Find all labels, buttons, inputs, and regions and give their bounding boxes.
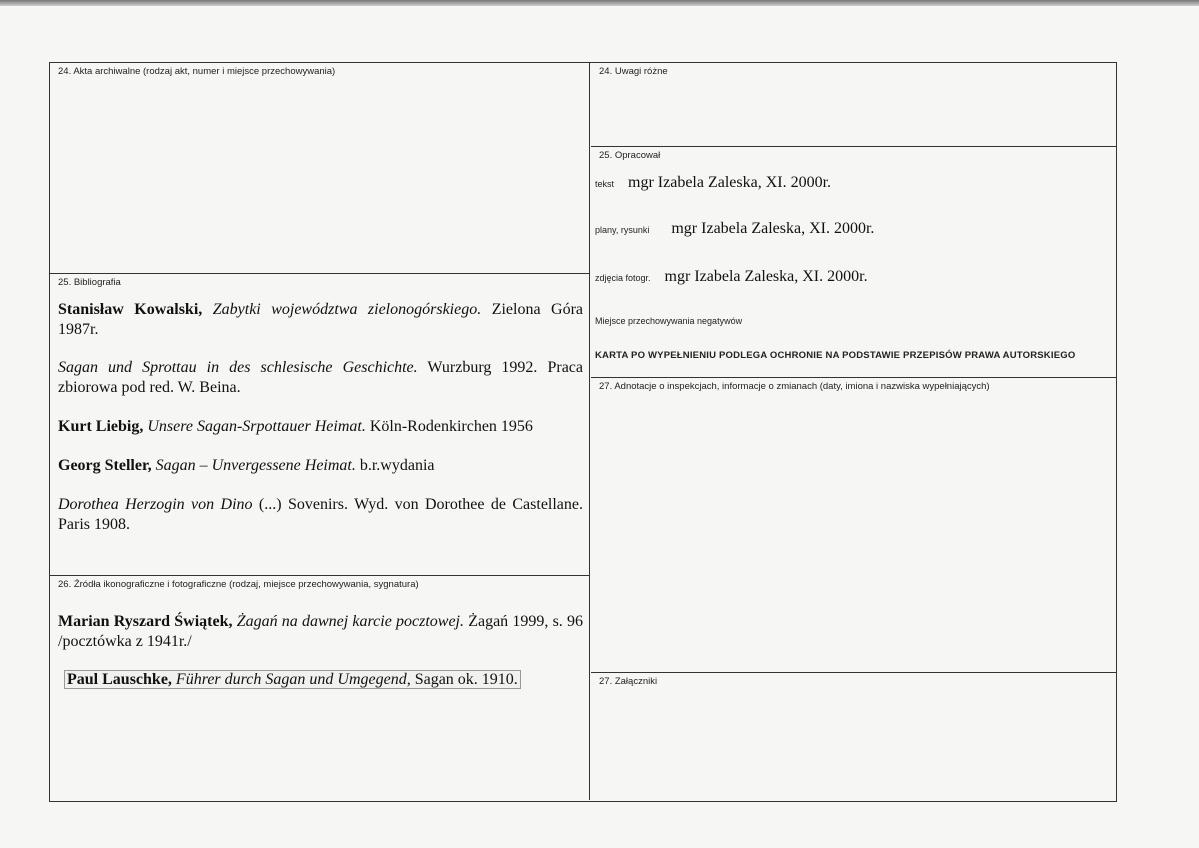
- section-header: 27. Adnotacje o inspekcjach, informacje o zmianach (daty, imiona i nazwiska wypełniających): [599, 381, 990, 392]
- negatives-location-row: Miejsce przechowywania negatywów: [595, 316, 743, 326]
- source-entry: [64, 670, 521, 690]
- section-adnotacje: [591, 378, 1116, 673]
- section-bibliografia: [50, 274, 590, 576]
- bibliography-entry: Kurt Liebig, Unsere Sagan-Srpottauer Heimat. Köln-Rodenkirchen 1956: [58, 418, 533, 435]
- section-header: 26. Źródła ikonograficzne i fotograficzne (rodzaj, miejsce przechowywania, sygnatura): [58, 579, 419, 590]
- author-text-row: tekst mgr Izabela Zaleska, XI. 2000r.: [595, 174, 832, 191]
- source-entry: Marian Ryszard Świątek, Żagań na dawnej karcie pocztowej. Żagań 1999, s. 96 /pocztówka z 1941r./: [58, 613, 584, 650]
- section-uwagi-rozne: [591, 63, 1116, 147]
- author-photos-row: zdjęcia fotogr. mgr Izabela Zaleska, XI. 2000r.: [595, 268, 868, 285]
- bibliography-entry: Sagan und Sprottau in des schlesische Geschichte. Wurzburg 1992. Praca zbiorowa pod red. W. Beina.: [58, 359, 584, 396]
- bibliography-entry: Stanisław Kowalski, Zabytki województwa zielonogórskiego. Zielona Góra 1987r.: [58, 301, 584, 338]
- section-akta-archiwalne: [50, 63, 590, 274]
- section-opracowal: [591, 147, 1116, 378]
- section-zalaczniki: [591, 673, 1116, 800]
- copyright-warning: KARTA PO WYPEŁNIENIU PODLEGA OCHRONIE NA PODSTAWIE PRZEPISÓW PRAWA AUTORSKIEGO: [595, 350, 1076, 361]
- section-header: 25. Opracował: [599, 150, 661, 161]
- author-plans-row: plany, rysunki mgr Izabela Zaleska, XI. 2000r.: [595, 220, 875, 237]
- section-header: 25. Bibliografia: [58, 277, 121, 288]
- form-grid: [49, 62, 1117, 802]
- bibliography-entry: Dorothea Herzogin von Dino (...) Sovenirs. Wyd. von Dorothee de Castellane. Paris 1908.: [58, 496, 584, 533]
- section-header: 24. Uwagi różne: [599, 66, 668, 77]
- section-zrodla-ikonograficzne: [50, 576, 590, 800]
- section-header: 27. Załączniki: [599, 676, 658, 687]
- section-header: 24. Akta archiwalne (rodzaj akt, numer i miejsce przechowywania): [58, 66, 336, 77]
- scan-edge: [0, 0, 1199, 6]
- pasted-label: Paul Lauschke, Führer durch Sagan und Umgegend, Sagan ok. 1910.: [64, 670, 521, 689]
- bibliography-entry: Georg Steller, Sagan – Unvergessene Heimat. b.r.wydania: [58, 457, 435, 474]
